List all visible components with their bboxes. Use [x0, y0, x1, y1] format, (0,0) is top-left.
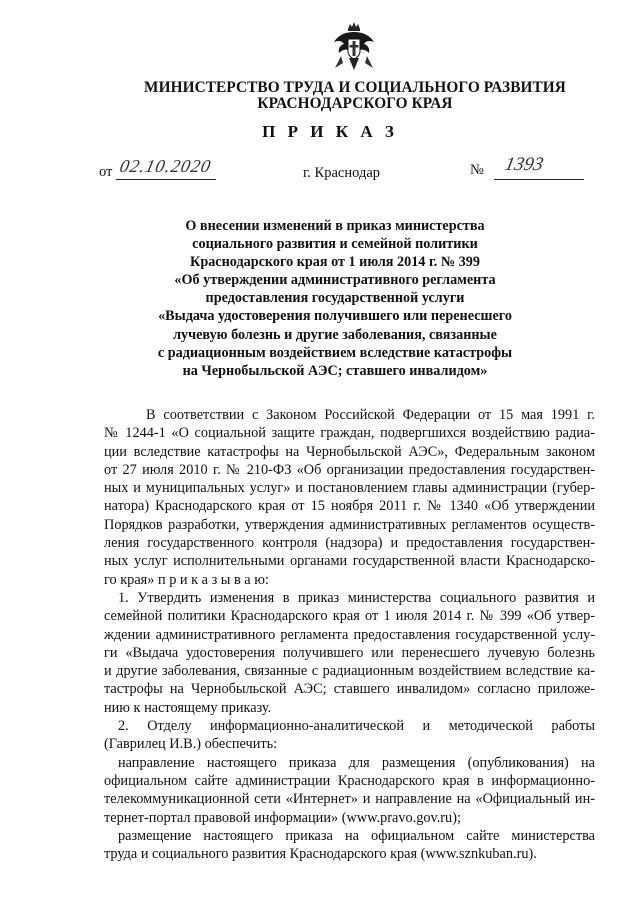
number-underline	[494, 179, 584, 180]
clause-1-line: нию к настоящему приказу.	[104, 699, 272, 716]
title-line: Краснодарского края от 1 июля 2014 г. № 399	[190, 254, 480, 271]
preamble-line: Порядков разработки, утверждения административных регламентов осуществ-	[104, 516, 595, 533]
title-line: О внесении изменений в приказ министерства	[185, 218, 485, 234]
preamble-line: ления государственного контроля (надзора) и предоставления государствен-	[104, 535, 595, 552]
preamble-line: ции вследствие катастрофы на Чернобыльской АЭС», Федеральным законом	[104, 443, 595, 460]
title-line: предоставления государственной услуги	[205, 290, 465, 307]
clause-2-item-line: направление настоящего приказа для размещения (опубликования) на	[118, 754, 595, 771]
clause-1-line: ги «Выдача удостоверения получившего или перенесшего лучевую болезнь	[104, 644, 595, 661]
ministry-name-line-1: МИНИСТЕРСТВО ТРУДА И СОЦИАЛЬНОГО РАЗВИТИЯ	[144, 79, 566, 96]
clause-1-line: и другие заболевания, связанные с радиационным воздействием вследствие ка-	[104, 663, 595, 680]
title-line: на Чернобыльской АЭС; ставшего инвалидом»	[182, 362, 488, 379]
date-label: от	[99, 164, 113, 180]
city-name: г. Краснодар	[303, 165, 381, 181]
title-line: с радиационным воздействием вследствие катастрофы	[157, 344, 513, 361]
ministry-name	[130, 80, 580, 112]
handwritten-date: 02.10.2020	[117, 156, 214, 176]
handwritten-number: 1393	[502, 154, 546, 175]
preamble-line: го края» п р и к а з ы в а ю:	[104, 571, 269, 588]
date-underline	[116, 179, 216, 180]
clause-2-item-line: размещение настоящего приказа на официальном сайте министерства	[118, 827, 595, 844]
title-line: лучевую болезнь и другие заболевания, связанные	[173, 326, 497, 343]
order-title	[130, 217, 540, 380]
clause-2-item-line: официальном сайте администрации Краснодарского края в информационно-	[104, 772, 595, 789]
clause-1-line: тастрофы на Чернобыльской АЭС; ставшего инвалидом» согласно приложе-	[104, 681, 595, 698]
clause-2-item-line: труда и социального развития Краснодарского края (www.sznkuban.ru).	[104, 846, 537, 863]
preamble-line: от 27 июля 2010 г. № 210-ФЗ «Об организации предоставления государствен-	[104, 461, 595, 478]
clause-2-item-line: телекоммуникационной сети «Интернет» и направление на «Официальный ин-	[104, 791, 595, 808]
clause-1-line: семейной политики Краснодарского края от 1 июля 2014 г. № 399 «Об утвер-	[104, 608, 595, 625]
number-label: №	[470, 162, 484, 178]
clause-1-line: ждении административного регламента предоставления государственной услу-	[104, 626, 595, 643]
clause-1-line: 1. Утвердить изменения в приказ министерства социального развития и	[118, 589, 595, 606]
clause-2-item-line: тернет-портал правовой информации» (www.pravo.gov.ru);	[104, 809, 461, 826]
title-line: «Выдача удостоверения получившего или перенесшего	[158, 308, 512, 325]
order-heading: П Р И К А З	[262, 122, 398, 141]
preamble-line: № 1244-1 «О социальной защите граждан, подвергшихся воздействию радиа-	[104, 425, 595, 442]
coat-of-arms-icon	[333, 22, 375, 72]
clause-2-line: 2. Отделу информационно-аналитической и методической работы	[118, 718, 595, 735]
preamble-line: натора) Краснодарского края от 15 ноября 2011 г. № 1340 «Об утверждении	[104, 498, 595, 515]
order-body	[104, 406, 595, 863]
ministry-name-line-2: КРАСНОДАРСКОГО КРАЯ	[257, 95, 453, 112]
preamble-line: ных услуг исполнительными органами государственной власти Краснодарско-	[104, 553, 595, 570]
title-line: «Об утверждении административного регламента	[174, 272, 496, 289]
preamble-line: В соответствии с Законом Российской Федерации от 15 мая 1991 г.	[146, 407, 595, 423]
preamble-line: ных и муниципальных услуг» и постановлением главы администрации (губер-	[104, 480, 595, 497]
clause-2-line: (Гаврилец И.В.) обеспечить:	[104, 736, 278, 753]
title-line: социального развития и семейной политики	[192, 236, 478, 253]
